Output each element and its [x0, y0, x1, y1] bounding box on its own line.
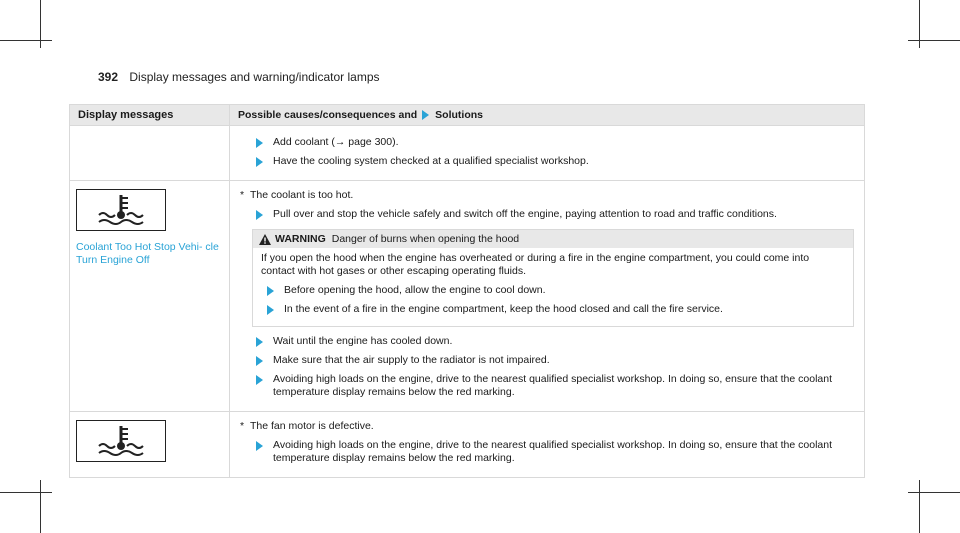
- arrow-icon: [256, 210, 263, 220]
- arrow-icon: [422, 110, 429, 120]
- arrow-icon: [256, 375, 263, 385]
- col-header-causes: [230, 109, 864, 121]
- arrow-icon: [256, 157, 263, 167]
- list-item: Have the cooling system checked at a qualified specialist workshop.: [256, 155, 854, 168]
- arrow-icon: [267, 286, 274, 296]
- crop-mark: [0, 40, 52, 41]
- arrow-icon: [267, 305, 274, 315]
- list-item: Make sure that the air supply to the radiator is not impaired.: [256, 354, 854, 367]
- list-item: Avoiding high loads on the engine, drive to the nearest qualified specialist workshop. In doing so, ensure that the coolant temperature display remains below the red marking.: [256, 373, 854, 399]
- coolant-temperature-icon: [76, 189, 166, 231]
- display-message-text: Coolant Too Hot Stop Vehi- cle Turn Engine Off: [76, 241, 219, 266]
- list-item: Before opening the hood, allow the engine to cool down.: [267, 284, 845, 297]
- col-header-messages: Display messages: [70, 105, 230, 125]
- crop-mark: [908, 492, 960, 493]
- col-header-causes-label: Possible causes/consequences and: [238, 109, 418, 121]
- list-item: Avoiding high loads on the engine, drive to the nearest qualified specialist workshop. In doing so, ensure that the coolant temperature display remains below the red marking.: [256, 439, 854, 465]
- page-number: 392: [98, 70, 119, 84]
- crop-mark: [919, 480, 920, 533]
- list-item: Add coolant (→ page 300).: [256, 136, 854, 149]
- arrow-icon: [256, 441, 263, 451]
- col-header-solutions-label: Solutions: [435, 109, 484, 121]
- warning-body: If you open the hood when the engine has overheated or during a fire in the engine compartment, you could come into contact with hot gases or other escaping operating fluids.: [261, 252, 810, 277]
- table-row: [70, 125, 864, 180]
- warning-box: [252, 229, 854, 327]
- table-header: [70, 105, 864, 125]
- coolant-temperature-icon: [76, 420, 166, 462]
- display-messages-table: [69, 104, 865, 478]
- table-row: [70, 411, 864, 477]
- list-item: Wait until the engine has cooled down.: [256, 335, 854, 348]
- crop-mark: [40, 480, 41, 533]
- arrow-icon: [256, 337, 263, 347]
- warning-triangle-icon: [259, 234, 271, 245]
- arrow-icon: [256, 138, 263, 148]
- cause-item: * The coolant is too hot.: [240, 189, 354, 201]
- crop-mark: [0, 492, 52, 493]
- crop-mark: [908, 40, 960, 41]
- warning-title: Danger of burns when opening the hood: [331, 233, 520, 245]
- list-item: Pull over and stop the vehicle safely and switch off the engine, paying attention to road and traffic conditions.: [256, 208, 854, 221]
- list-item: In the event of a fire in the engine compartment, keep the hood closed and call the fire service.: [267, 303, 845, 316]
- arrow-icon: [256, 356, 263, 366]
- page-header: [98, 70, 380, 84]
- warning-header: [253, 230, 853, 248]
- table-row: [70, 180, 864, 411]
- warning-label: WARNING: [275, 233, 326, 245]
- cause-item: * The fan motor is defective.: [240, 420, 374, 432]
- page-title: Display messages and warning/indicator lamps: [129, 70, 380, 84]
